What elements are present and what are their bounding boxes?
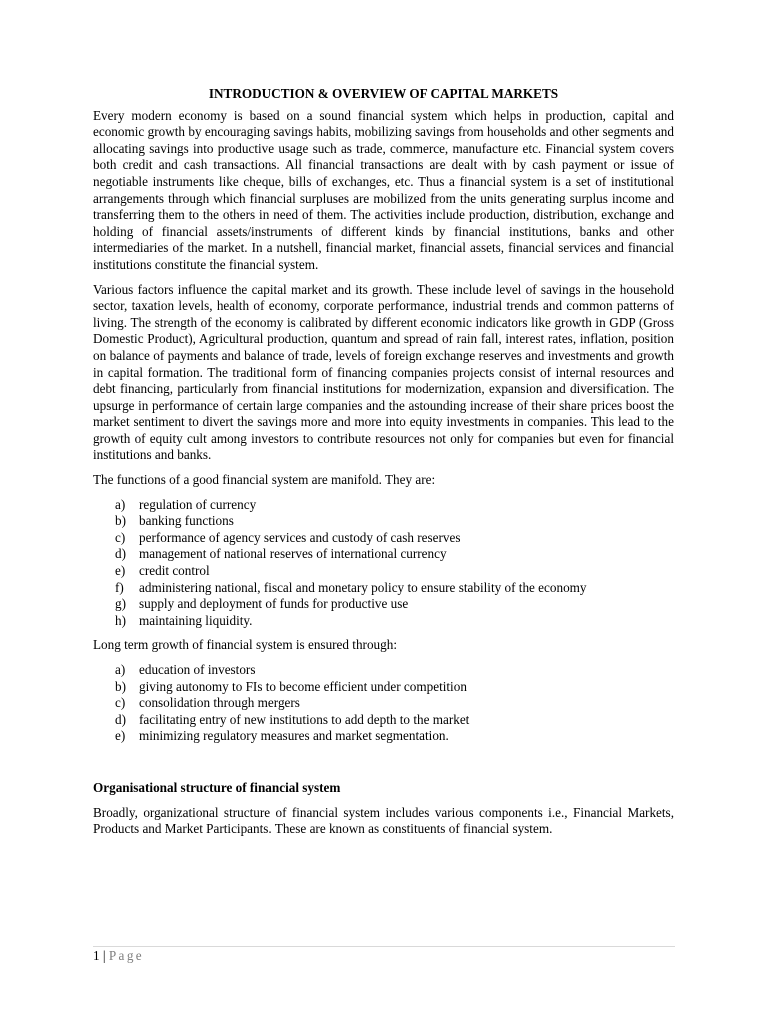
list-item <box>93 580 674 597</box>
list-marker: c) <box>115 695 126 711</box>
footer-divider <box>93 946 675 947</box>
page-number: 1 <box>93 948 100 963</box>
paragraph-intro: Every modern economy is based on a sound financial system which helps in production, capital and economic growth by encouraging savings habits, mobilizing savings from households and other segments and allocating savings into productive usage such as trade, commerce, manufacture etc. Financial system covers both credit and cash transactions. All financial transactions are dealt with by cash payment or issue of negotiable instruments like cheque, bills of exchanges, etc. Thus a financial system is a set of institutional arrangements through which financial surpluses are mobilized from the units generating surplus income and transferring them to the others in need of them. The activities include production, distribution, exchange and holding of financial assets/instruments of different kinds by financial institutions, banks and other intermediaries of the market. In a nutshell, financial market, financial assets, financial services and financial institutions constitute the financial system. <box>93 107 674 272</box>
list-item-text: management of national reserves of international currency <box>139 546 447 562</box>
list-marker: e) <box>115 728 126 744</box>
list-item <box>93 613 674 630</box>
list-item <box>93 546 674 563</box>
document-page <box>93 86 674 846</box>
page-footer <box>93 948 144 965</box>
list-item-text: giving autonomy to FIs to become efficient under competition <box>139 678 467 694</box>
list-item-text: regulation of currency <box>139 496 257 512</box>
functions-list <box>93 497 674 630</box>
section-heading: Organisational structure of financial system <box>93 779 341 795</box>
list-marker: h) <box>115 612 126 628</box>
list-item <box>93 513 674 530</box>
list-marker: c) <box>115 529 126 545</box>
footer-separator: | <box>102 948 106 963</box>
list-item-text: banking functions <box>139 513 234 529</box>
list-item-text: minimizing regulatory measures and market segmentation. <box>139 728 449 744</box>
list-marker: g) <box>115 596 126 612</box>
list-item-text: supply and deployment of funds for productive use <box>139 596 409 612</box>
paragraph-structure: Broadly, organizational structure of financial system includes various components i.e., Financial Markets, Products and Market Participants. These are known as constituents of financial system. <box>93 804 674 837</box>
list-marker: f) <box>115 579 124 595</box>
list-item-text: maintaining liquidity. <box>139 612 253 628</box>
list-item <box>93 695 674 712</box>
list-marker: b) <box>115 678 126 694</box>
list-marker: a) <box>115 662 126 677</box>
list-item-text: facilitating entry of new institutions to add depth to the market <box>139 711 470 727</box>
list-item <box>93 728 674 745</box>
growth-intro: Long term growth of financial system is ensured through: <box>93 637 397 653</box>
list-marker: e) <box>115 563 126 579</box>
list-item <box>93 679 674 696</box>
list-item-text: administering national, fiscal and monetary policy to ensure stability of the economy <box>139 579 587 595</box>
list-marker: b) <box>115 513 126 529</box>
paragraph-factors: Various factors influence the capital market and its growth. These include level of savings in the household sector, taxation levels, health of economy, corporate performance, industrial trends and common patterns of living. The strength of the economy is calibrated by different economic indicators like growth in GDP (Gross Domestic Product), Agricultural production, quantum and spread of rain fall, interest rates, inflation, position on balance of payments and balance of trade, levels of foreign exchange reserves and investments and growth in capital formation. The traditional form of financing companies projects consist of internal resources and debt financing, particularly from financial institutions for modernization, expansion and diversification. The upsurge in performance of certain large companies and the astounding increase of their share prices boost the market sentiment to divert the savings more and more into equity investments in companies. This lead to the growth of equity cult among investors to contribute resources not only for companies but even for financial institutions and banks. <box>93 281 674 463</box>
list-item <box>93 497 674 514</box>
list-item <box>93 596 674 613</box>
list-item <box>93 662 674 679</box>
list-item <box>93 530 674 547</box>
document-title: INTRODUCTION & OVERVIEW OF CAPITAL MARKETS <box>208 86 559 101</box>
list-item-text: credit control <box>139 563 210 579</box>
list-item <box>93 712 674 729</box>
functions-intro: The functions of a good financial system are manifold. They are: <box>93 472 436 488</box>
list-marker: d) <box>115 546 126 562</box>
list-item <box>93 563 674 580</box>
growth-list <box>93 662 674 745</box>
list-marker: a) <box>115 496 126 512</box>
list-marker: d) <box>115 711 126 727</box>
section-spacer <box>93 753 674 780</box>
list-item-text: consolidation through mergers <box>139 695 300 711</box>
list-item-text: education of investors <box>139 662 256 677</box>
page-label: Page <box>108 948 145 963</box>
list-item-text: performance of agency services and custody of cash reserves <box>139 529 461 545</box>
